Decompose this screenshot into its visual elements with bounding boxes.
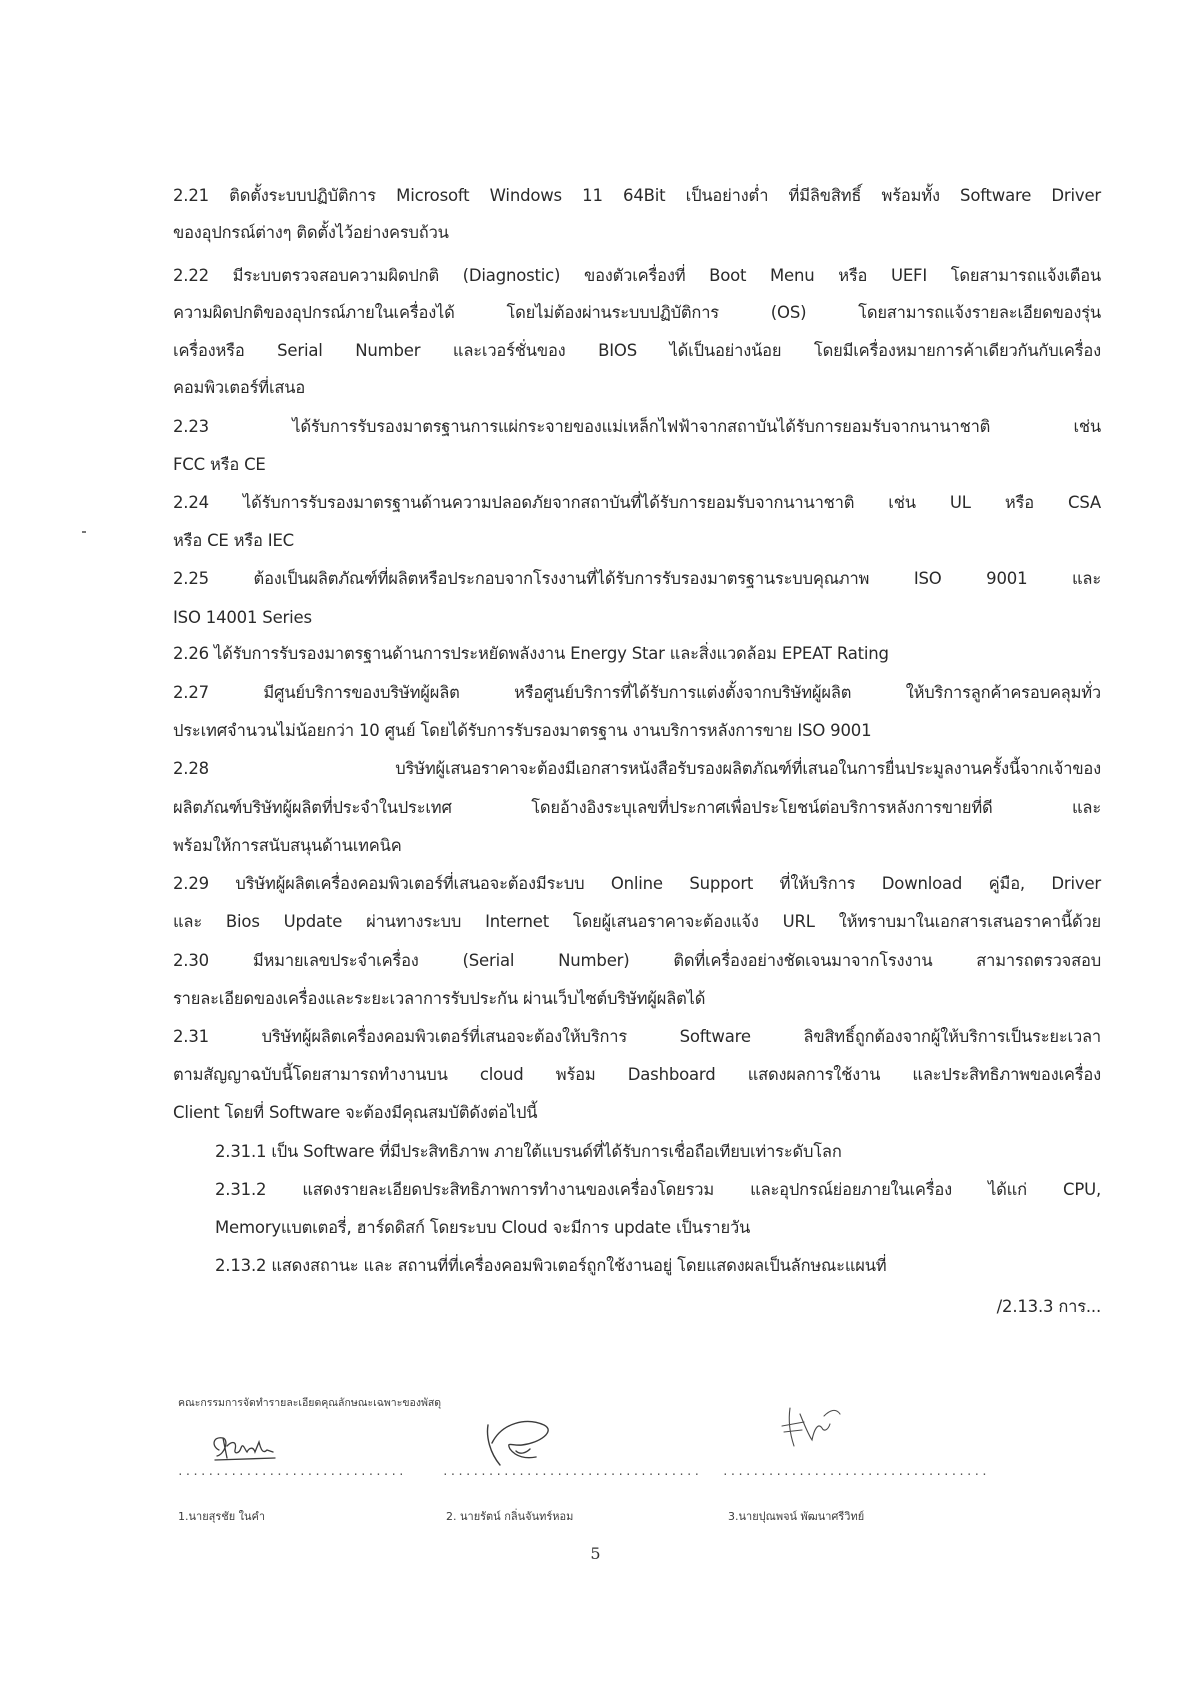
scan-speck xyxy=(82,531,86,533)
body-line: 2.22 มีระบบตรวจสอบความผิดปกติ (Diagnostic) ของตัวเครื่องที่ Boot Menu หรือ UEFI โดยสามารถแจ้งเตือน xyxy=(173,266,1101,285)
signature-3-image xyxy=(760,1400,860,1455)
signature-1-name: 1.นายสุรชัย ในคำ xyxy=(178,1510,266,1523)
signature-2-line: .................................. xyxy=(442,1465,702,1478)
body-line: Client โดยที่ Software จะต้องมีคุณสมบัติดังต่อไปนี้ xyxy=(173,1103,538,1122)
signature-3-line: ................................... xyxy=(722,1465,989,1478)
body-line: 2.26 ได้รับการรับรองมาตรฐานด้านการประหยัดพลังงาน Energy Star และสิ่งแวดล้อม EPEAT Rating xyxy=(173,644,889,663)
body-line: 2.31 บริษัทผู้ผลิตเครื่องคอมพิวเตอร์ที่เสนอจะต้องให้บริการ Software ลิขสิทธิ์ถูกต้องจากผู้ให้บริการเป็นระยะเวลา xyxy=(173,1027,1101,1046)
body-line: 2.31.2 แสดงรายละเอียดประสิทธิภาพการทำงานของเครื่องโดยรวม และอุปกรณ์ย่อยภายในเครื่อง ได้แก่ CPU, xyxy=(215,1180,1101,1199)
body-line: 2.13.2 แสดงสถานะ และ สถานที่ที่เครื่องคอมพิวเตอร์ถูกใช้งานอยู่ โดยแสดงผลเป็นลักษณะแผนที่ xyxy=(215,1256,887,1275)
body-line: ความผิดปกติของอุปกรณ์ภายในเครื่องได้ โดยไม่ต้องผ่านระบบปฏิบัติการ (OS) โดยสามารถแจ้งรายละเอียดของรุ่น xyxy=(173,303,1101,322)
signature-3-name: 3.นายปุณพจน์ พัฒนาศรีวิทย์ xyxy=(728,1510,865,1523)
body-line: 2.24 ได้รับการรับรองมาตรฐานด้านความปลอดภัยจากสถาบันที่ได้รับการยอมรับจากนานาชาติ เช่น UL หรือ CSA xyxy=(173,493,1101,512)
body-line: ของอุปกรณ์ต่างๆ ติดตั้งไว้อย่างครบถ้วน xyxy=(173,223,449,242)
signature-2-name: 2. นายรัตน์ กลิ่นจันทร์หอม xyxy=(446,1510,574,1523)
body-line: 2.27 มีศูนย์บริการของบริษัทผู้ผลิต หรือศูนย์บริการที่ได้รับการแต่งตั้งจากบริษัทผู้ผลิต ให้บริการลูกค้าครอบคลุมทั่ว xyxy=(173,683,1101,702)
body-line: FCC หรือ CE xyxy=(173,455,266,474)
body-line: ประเทศจำนวนไม่น้อยกว่า 10 ศูนย์ โดยได้รับการรับรองมาตรฐาน งานบริการหลังการขาย ISO 9001 xyxy=(173,721,872,740)
body-line: 2.30 มีหมายเลขประจำเครื่อง (Serial Number) ติดที่เครื่องอย่างชัดเจนมาจากโรงงาน สามารถตรวจสอบ xyxy=(173,951,1101,970)
body-line: 2.21 ติดตั้งระบบปฏิบัติการ Microsoft Windows 11 64Bit เป็นอย่างต่ำ ที่มีลิขสิทธิ์ พร้อมทั้ง Software Driver xyxy=(173,186,1101,205)
body-line: และ Bios Update ผ่านทางระบบ Internet โดยผู้เสนอราคาจะต้องแจ้ง URL ให้ทราบมาในเอกสารเสนอราคานี้ด้วย xyxy=(173,912,1101,931)
body-line: รายละเอียดของเครื่องและระยะเวลาการรับประกัน ผ่านเว็บไซต์บริษัทผู้ผลิตได้ xyxy=(173,989,706,1008)
signature-1-line: .............................. xyxy=(177,1465,406,1478)
body-line: 2.25 ต้องเป็นผลิตภัณฑ์ที่ผลิตหรือประกอบจากโรงงานที่ได้รับการรับรองมาตรฐานระบบคุณภาพ ISO 9001 และ xyxy=(173,569,1101,588)
continuation-marker: /2.13.3 การ... xyxy=(996,1297,1101,1316)
body-line: Memoryแบตเตอรี่, ฮาร์ดดิสก์ โดยระบบ Cloud จะมีการ update เป็นรายวัน xyxy=(215,1218,751,1237)
page-number: 5 xyxy=(590,1544,601,1563)
body-line: ตามสัญญาฉบับนี้โดยสามารถทำงานบน cloud พร้อม Dashboard แสดงผลการใช้งาน และประสิทธิภาพของเครื่อง xyxy=(173,1065,1101,1084)
body-line: เครื่องหรือ Serial Number และเวอร์ชั่นของ BIOS ได้เป็นอย่างน้อย โดยมีเครื่องหมายการค้าเดียวกันกับเครื่อง xyxy=(173,341,1101,360)
body-line: 2.29 บริษัทผู้ผลิตเครื่องคอมพิวเตอร์ที่เสนอจะต้องมีระบบ Online Support ที่ให้บริการ Download คู่มือ, Driver xyxy=(173,874,1101,893)
body-line: หรือ CE หรือ IEC xyxy=(173,531,294,550)
body-line: 2.31.1 เป็น Software ที่มีประสิทธิภาพ ภายใต้แบรนด์ที่ได้รับการเชื่อถือเทียบเท่าระดับโลก xyxy=(215,1142,842,1161)
committee-title: คณะกรรมการจัดทำรายละเอียดคุณลักษณะเฉพาะของพัสดุ xyxy=(178,1397,442,1409)
signature-1-image xyxy=(205,1428,285,1468)
body-line: คอมพิวเตอร์ที่เสนอ xyxy=(173,378,306,397)
body-line: ผลิตภัณฑ์บริษัทผู้ผลิตที่ประจำในประเทศ โดยอ้างอิงระบุเลขที่ประกาศเพื่อประโยชน์ต่อบริการหลังการขายที่ดี และ xyxy=(173,798,1101,817)
body-line: 2.28 บริษัทผู้เสนอราคาจะต้องมีเอกสารหนังสือรับรองผลิตภัณฑ์ที่เสนอในการยื่นประมูลงานครั้งนี้จากเจ้าของ xyxy=(173,759,1101,778)
signature-2-image xyxy=(470,1413,570,1473)
body-line: 2.23 ได้รับการรับรองมาตรฐานการแผ่กระจายของแม่เหล็กไฟฟ้าจากสถาบันได้รับการยอมรับจากนานาชาติ เช่น xyxy=(173,417,1101,436)
body-line: ISO 14001 Series xyxy=(173,608,312,627)
body-line: พร้อมให้การสนับสนุนด้านเทคนิค xyxy=(173,836,402,855)
